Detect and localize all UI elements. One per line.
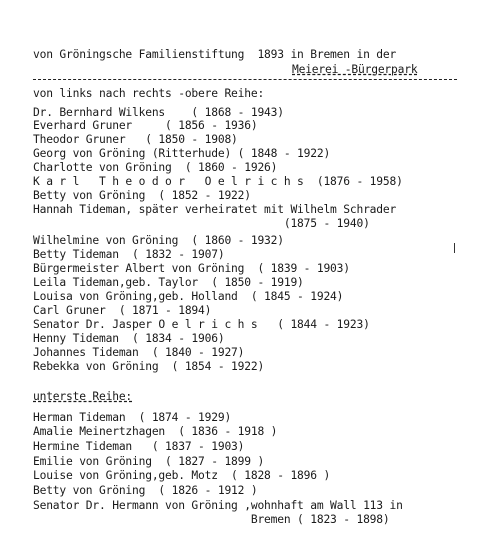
person-entry: Senator Dr. Jasper O e l r i c h s ( 1844 - 1923): [33, 318, 370, 331]
person-entry: Everhard Gruner ( 1856 - 1936): [33, 119, 258, 132]
header-location: Meierei -Bürgerpark: [292, 63, 418, 76]
person-entry: Louise von Gröning,geb. Motz ( 1828 - 1896 ): [33, 469, 331, 482]
person-entry: K a r l T h e o d o r O e l r i c h s (1876 - 1958): [33, 175, 403, 188]
person-entry: Amalie Meinertzhagen ( 1836 - 1918 ): [33, 425, 278, 438]
margin-tick-mark: [454, 243, 455, 253]
person-entry: Herman Tideman ( 1874 - 1929): [33, 411, 232, 424]
upper-row-heading: von links nach rechts -obere Reihe:: [33, 87, 265, 100]
person-entry: Henny Tideman ( 1834 - 1906): [33, 332, 225, 345]
person-entry: Hermine Tideman ( 1837 - 1903): [33, 440, 245, 453]
person-entry: Georg von Gröning (Ritterhude) ( 1848 - 1922): [33, 147, 331, 160]
person-entry: Charlotte von Gröning ( 1860 - 1926): [33, 161, 278, 174]
dashed-divider: [33, 79, 457, 80]
person-entry: Rebekka von Gröning ( 1854 - 1922): [33, 360, 265, 373]
person-entry: Hannah Tideman, später verheiratet mit Wilhelm Schrader: [33, 203, 397, 216]
person-entry-continuation: Bremen ( 1823 - 1898): [33, 513, 390, 526]
person-entry: Leila Tideman,geb. Taylor ( 1850 - 1919): [33, 276, 304, 289]
person-entry: Betty Tideman ( 1832 - 1907): [33, 248, 225, 261]
person-entry-continuation: (1875 - 1940): [33, 217, 370, 230]
person-entry: Theodor Gruner ( 1850 - 1908): [33, 133, 238, 146]
person-entry: Louisa von Gröning,geb. Holland ( 1845 - 1924): [33, 290, 344, 303]
header-title: von Gröningsche Familienstiftung 1893 in Bremen in der: [33, 48, 397, 61]
person-entry: Dr. Bernhard Wilkens ( 1868 - 1943): [33, 106, 284, 119]
person-entry: Bürgermeister Albert von Gröning ( 1839 - 1903): [33, 262, 350, 275]
person-entry: Wilhelmine von Gröning ( 1860 - 1932): [33, 234, 284, 247]
person-entry: Betty von Gröning ( 1852 - 1922): [33, 189, 251, 202]
person-entry: Betty von Gröning ( 1826 - 1912 ): [33, 484, 258, 497]
person-entry: Emilie von Gröning ( 1827 - 1899 ): [33, 455, 265, 468]
person-entry: Carl Gruner ( 1871 - 1894): [33, 304, 212, 317]
person-entry: Senator Dr. Hermann von Gröning ,wohnhaft am Wall 113 in: [33, 499, 403, 512]
lower-row-heading: unterste Reihe:: [33, 390, 133, 403]
person-entry: Johannes Tideman ( 1840 - 1927): [33, 346, 245, 359]
